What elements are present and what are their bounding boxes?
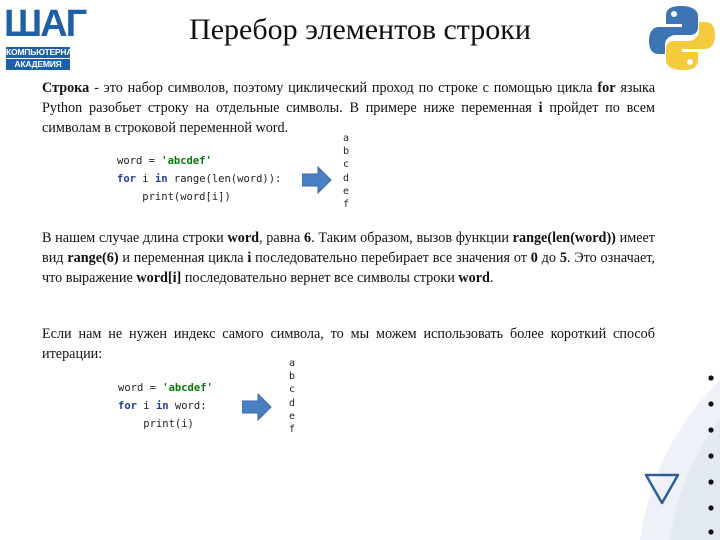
code-example-1 (117, 152, 281, 206)
output-line: f (289, 424, 296, 436)
text-segment: . Это означает, что выражение (42, 250, 655, 286)
term-range-6: range(6) (67, 250, 119, 266)
term-for: for (597, 80, 616, 96)
term-6: 6 (304, 230, 312, 246)
right-arrow-icon (302, 166, 332, 194)
text-segment: последовательно вернет все символы строки (181, 270, 459, 286)
logo-subtitle-1: КОМПЬЮТЕРНАЯ (6, 47, 79, 57)
code-string: 'abcdef' (161, 155, 212, 167)
text-segment: и переменная цикла (118, 250, 248, 266)
text-segment: . Таким образом, вызов функции (311, 230, 513, 246)
decorative-dots (705, 370, 717, 540)
text-segment: . (489, 270, 494, 286)
code-text: i (135, 173, 155, 185)
text-segment: , равна (259, 230, 305, 246)
output-line: e (343, 185, 350, 197)
term-word: word (458, 270, 490, 286)
term-range-len: range(len(word)) (512, 230, 616, 246)
term-0: 0 (530, 250, 538, 266)
term-word: word (227, 230, 260, 246)
decorative-corner-waves (560, 360, 720, 540)
output-line: a (289, 358, 296, 369)
term-i: i (247, 250, 252, 266)
explanation-paragraph (42, 228, 655, 288)
code-text: word: (168, 400, 207, 412)
output-line: c (343, 159, 350, 171)
text-segment: пройдет по всем символам в строковой переменной word. (42, 100, 655, 136)
output-line: e (289, 410, 296, 422)
output-line: d (343, 172, 350, 184)
text-segment: языка Python разобьет строку на отдельные символы. В примере ниже переменная (42, 80, 656, 116)
term-word-i: word[i] (136, 270, 182, 286)
short-iteration-paragraph: Если нам не нужен индекс самого символа, то мы можем использовать более короткий способ итерации: (42, 326, 655, 362)
right-arrow-icon (242, 393, 272, 421)
python-logo-icon (646, 2, 718, 74)
output-line: d (289, 397, 296, 409)
intro-paragraph (42, 78, 655, 138)
code-text: range(len(word)): (167, 173, 282, 185)
logo-subtitle-2: АКАДЕМИЯ (6, 59, 70, 70)
code-keyword: for (117, 173, 136, 185)
code-keyword: for (118, 400, 137, 412)
code-text: word = (118, 382, 163, 394)
code-string: 'abcdef' (162, 382, 213, 394)
output-line: c (289, 384, 296, 396)
term-string: Строка (42, 80, 90, 96)
text-segment: до (537, 250, 560, 266)
output-list-1 (343, 132, 349, 211)
text-segment: В нашем случае длина строки (42, 230, 228, 246)
code-keyword: in (154, 173, 168, 185)
code-example-2 (118, 379, 213, 433)
code-keyword: in (155, 400, 169, 412)
slide-title: Перебор элементов строки (189, 13, 531, 46)
output-line: f (343, 199, 350, 211)
output-line: a (343, 133, 350, 144)
output-list-2 (289, 357, 295, 436)
output-line: b (289, 371, 296, 383)
text-segment: - это набор символов, поэтому циклический проход по строке с помощью цикла (89, 80, 598, 96)
code-text: print(word[i]) (117, 191, 231, 203)
triangle-down-icon[interactable] (643, 472, 681, 506)
text-segment: последовательно перебирает все значения от (251, 250, 531, 266)
text-segment: имеет вид (42, 230, 655, 266)
term-5: 5 (559, 250, 567, 266)
code-text: print(i) (118, 418, 194, 430)
term-i: i (538, 100, 543, 116)
code-text: word = (117, 155, 162, 167)
logo-brand-text: ШАГ (4, 3, 86, 45)
output-line: b (343, 146, 350, 158)
academy-logo (4, 3, 86, 70)
code-text: i (136, 400, 156, 412)
